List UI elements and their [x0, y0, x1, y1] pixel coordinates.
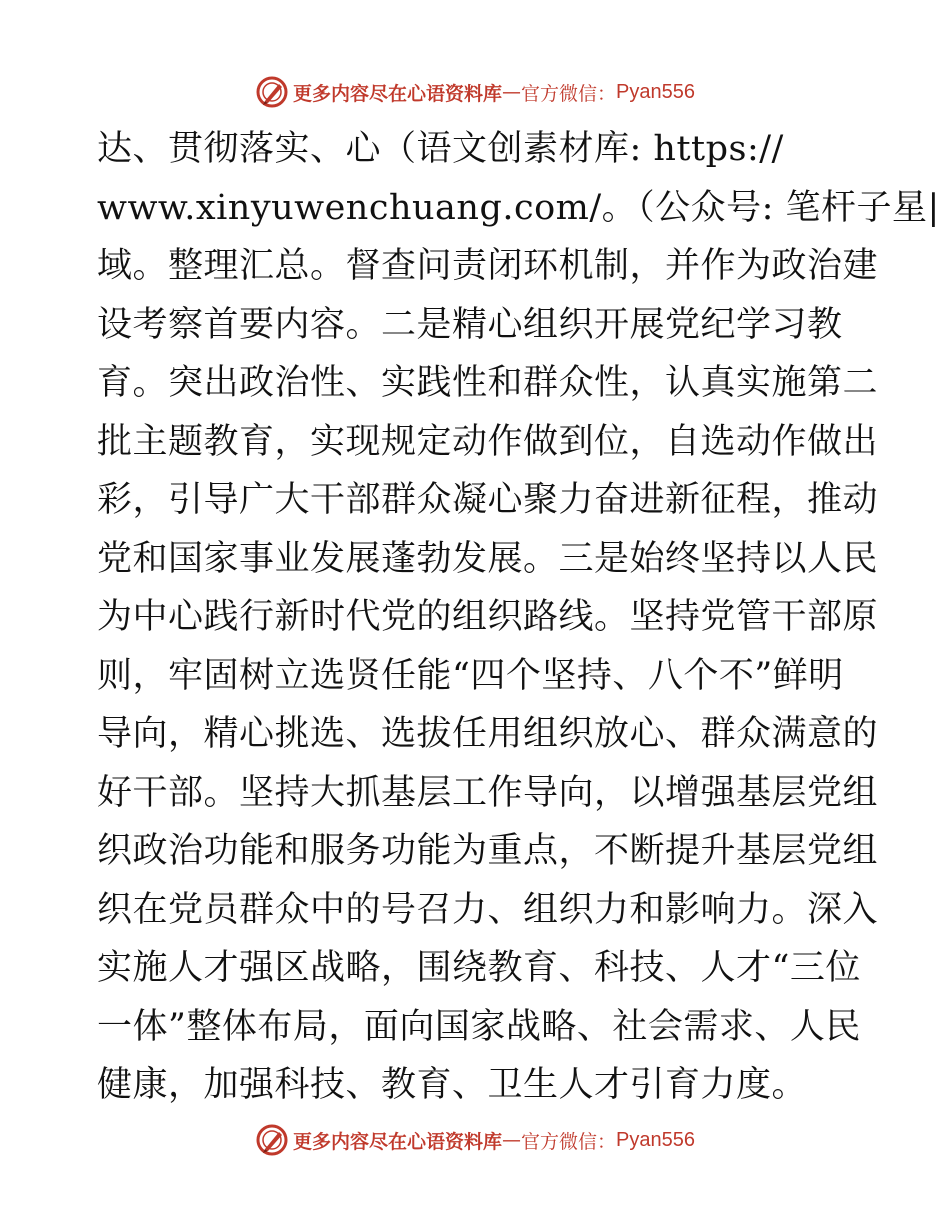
body-line: 织政治功能和服务功能为重点，不断提升基层党组 [97, 831, 879, 871]
banner-handle: Pyan556 [616, 80, 695, 103]
footer-watermark [0, 1120, 950, 1160]
body-line: 设考察首要内容。二是精心组织开展党纪学习教 [97, 304, 843, 345]
body-line: 健康，加强科技、教育、卫生人才引育力度。 [97, 1065, 808, 1105]
body-line: 党和国家事业发展蓬勃发展。三是始终坚持以人民 [97, 538, 879, 579]
pen-circle-logo-icon [255, 75, 289, 109]
banner-separator: — [502, 81, 522, 103]
pen-circle-logo-icon [255, 1123, 289, 1157]
banner-account-label: 官方微信： [521, 1130, 617, 1153]
body-line: 则，牢固树立选贤任能“四个坚持、八个不”鲜明 [97, 655, 844, 696]
body-line: 育。突出政治性、实践性和群众性，认真实施第二 [97, 363, 879, 403]
banner-handle: Pyan556 [616, 1128, 695, 1151]
body-line: 域。整理汇总。督查问责闭环机制，并作为政治建 [97, 246, 879, 286]
body-line: 一体”整体布局，面向国家战略、社会需求、人民 [97, 1006, 861, 1047]
body-line: www.xinyuwenchuang.com/。（公众号: 笔杆子星| [97, 187, 940, 228]
banner-separator: — [502, 1129, 522, 1151]
banner-brand-text: 更多内容尽在心语资料库 [293, 1130, 503, 1153]
document-body [97, 120, 940, 1115]
body-line: 彩，引导广大干部群众凝心聚力奋进新征程，推动 [97, 480, 879, 520]
body-line: 批主题教育，实现规定动作做到位，自选动作做出 [97, 421, 879, 462]
banner-brand-text: 更多内容尽在心语资料库 [293, 82, 503, 105]
body-line: 达、贯彻落实、心（语文创素材库: https:// [97, 129, 784, 169]
body-line: 为中心践行新时代党的组织路线。坚持党管干部原 [97, 597, 879, 637]
body-line: 好干部。坚持大抓基层工作导向，以增强基层党组 [97, 772, 879, 813]
banner-account-label: 官方微信： [521, 82, 617, 105]
body-line: 织在党员群众中的号召力、组织力和影响力。深入 [97, 889, 879, 930]
header-watermark [0, 72, 950, 112]
body-line: 实施人才强区战略，围绕教育、科技、人才“三位 [97, 948, 861, 988]
body-line: 导向，精心挑选、选拔任用组织放心、群众满意的 [97, 714, 879, 754]
